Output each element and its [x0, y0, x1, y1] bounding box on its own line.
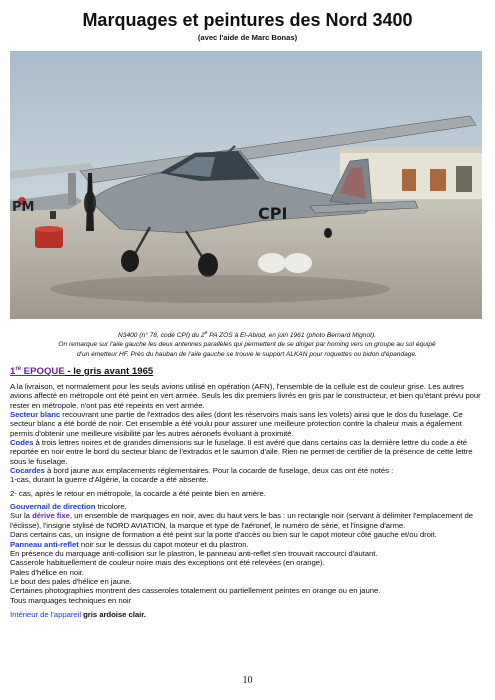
photo-caption — [14, 329, 480, 359]
paragraph-cocardes: Cocardes à bord jaune aux emplacements réglementaires. Pour la cocarde de fuselage, deux cas ont été notés : — [10, 466, 394, 476]
paragraph-intro: A la livraison, et normalement pour les seuls avions utilisé en opération (AFN), l'ensemble de la cellule est de couleur grise. Les autres avions affecté en métropole ont été peint en vert armée. Seuls les dix premiers livrés en gris par le constructeur, et bien qu'étant prévu pour rester en métropole, n'ont pas été repeints en vert armée. — [10, 382, 481, 410]
page-subtitle: (avec l'aide de Marc Bonas) — [197, 33, 298, 42]
paragraph-anti-collision: En présence du marquage anti-collision sur le plastron, le panneau anti-reflet s'en trouvait raccourci d'autant. — [10, 548, 378, 558]
body-text — [10, 382, 486, 619]
paragraph-casseroles: Casserole habituellement de couleur noire mais des exceptions ont été relevées (en orange). — [10, 558, 325, 568]
aircraft-photo — [10, 51, 482, 319]
paragraph-panneau: Panneau anti-reflet noir sur le dessus du capot moteur et du plastron. — [10, 539, 249, 549]
caption-line-3: d'un émetteur HF. Près du hauban de l'aile gauche se trouve le support ALKAN pour roquettes ou bidon d'épandage. — [77, 350, 417, 358]
paragraph-marquages: Tous marquages techniques en noir — [10, 595, 132, 605]
paragraph-cas1: 1-cas, durant la guerre d'Algérie, la cocarde a été absente. — [10, 475, 209, 485]
page-number: 10 — [242, 675, 253, 686]
paragraph-secteur: Secteur blanc recouvrant une partie de l'extrados des ailes (dont les réservoirs mais sans les volets) ainsi que le dos du fuselage. Ce secteur blanc a été bordé de noir. Cet ensemble a été voulu pour assurer une meilleure protection contre la chaleur mais a également permis d'obtenir une meilleure visibilité par les autres aéronefs évoluant à proximité. — [10, 410, 463, 438]
paragraph-bout-pales: Le bout des pales d'hélice en jaune. — [10, 576, 132, 586]
paragraph-insigne: Dans certains cas, un insigne de formation a été peint sur la porte d'accès ou bien sur le capot moteur côté gauche et/ou droit. — [10, 530, 437, 540]
paragraph-cas2: 2- cas, après le retour en métropole, la cocarde a été peinte bien en arrière. — [10, 488, 266, 498]
paragraph-gouvernail: Gouvernail de direction tricolore. — [10, 502, 127, 512]
paragraph-codes: Codes à trois lettres noires et de grandes dimensions sur le fuselage. Il est avéré que dans certains cas la dernière lettre du code a été reportée en noir entre le bord du secteur blanc de l'extrados et le saumon d'aile. Rien ne permet de certifier de la présence de cette lettre sous le fuselage. — [10, 438, 473, 466]
page-title: Marquages et peintures des Nord 3400 — [82, 10, 413, 30]
left-plane-code: PM — [12, 200, 35, 215]
aircraft-code: CPI — [258, 204, 288, 223]
paragraph-derive: Sur la dérive fixe, un ensemble de marquages en noir, avec du haut vers le bas : un rectangle noir (servant à délimiter l'emplacement de l'éclisse), l'insigne stylisé de NORD AVIATION, la marque et type de l'aéronef, le numéro de série, et l'insigne d'arme. — [10, 511, 473, 530]
section-heading: 1re EPOQUE - le gris avant 1965 — [10, 366, 154, 378]
caption-line-1: N3400 (n° 78, codé CPI) du 2e PA ZOS à El-Abiod, en juin 1961 (photo Bernard Mignot). — [118, 330, 376, 340]
paragraph-pales: Pales d'hélice en noir. — [10, 567, 85, 577]
paragraph-interieur: Intérieur de l'appareil gris ardoise clair. — [10, 609, 146, 619]
caption-line-2: On remarque sur l'aile gauche les deux antennes parallèles qui permettent de se diriger par homing vers un groupe au sol équipé — [58, 341, 436, 349]
paragraph-photos-note: Certaines photographies montrent des casseroles totalement ou partiellement peintes en orange ou en jaune. — [10, 586, 381, 596]
